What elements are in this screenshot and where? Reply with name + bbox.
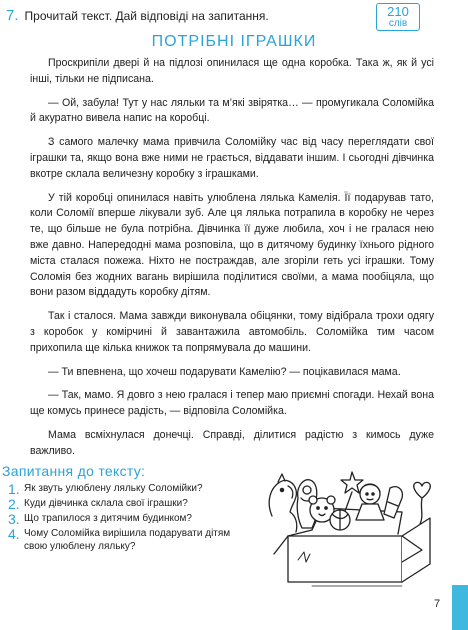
question-item bbox=[8, 512, 246, 526]
question-item bbox=[8, 527, 246, 553]
question-text: Куди дівчинка склала свої іграшки? bbox=[24, 498, 188, 509]
page-edge-strip bbox=[452, 585, 468, 630]
page-number: 7 bbox=[434, 598, 441, 610]
word-unit: слів bbox=[388, 18, 408, 29]
story-paragraph: Так і сталося. Мама завжди виконувала обіцянки, тому відібрала трохи одягу з коробок у комірчині й завантажила автомобіль. Соломійка тим часом прихопила ще кілька книжок та попрямувала до машини. bbox=[30, 310, 434, 354]
question-number: 3. bbox=[8, 511, 20, 527]
word-count: 210 bbox=[387, 4, 409, 19]
questions-heading: Запитання до тексту: bbox=[2, 463, 146, 479]
question-text: Чому Соломійка вирішила подарувати дітям свою улюблену ляльку? bbox=[24, 528, 231, 552]
question-text: Що трапилося з дитячим будинком? bbox=[24, 513, 192, 524]
task-header bbox=[6, 6, 366, 26]
task-number: 7. bbox=[6, 7, 19, 24]
story-paragraph: — Так, мамо. Я довго з нею гралася і тепер маю приємні спогади. Нехай вона ще комусь принесе радість, — відповіла Соломійка. bbox=[30, 389, 434, 418]
question-item bbox=[8, 482, 246, 496]
toy-box-illustration bbox=[252, 458, 450, 590]
question-number: 2. bbox=[8, 496, 20, 512]
questions-list bbox=[8, 482, 246, 554]
story-paragraph: — Ти впевнена, що хочеш подарувати Камелію? — поцікавилася мама. bbox=[48, 365, 401, 378]
task-instruction: Прочитай текст. Дай відповіді на запитання. bbox=[24, 9, 269, 23]
question-text: Як звуть улюблену ляльку Соломійки? bbox=[24, 483, 203, 494]
question-number: 1. bbox=[8, 481, 20, 497]
story-paragraph: — Ой, забула! Тут у нас ляльки та м’які звірятка… — промугикала Соломійка й акуратно вивела напис на коробці. bbox=[30, 96, 434, 125]
story-paragraph: Проскрипіли двері й на підлозі опинилася ще одна коробка. Така ж, як й усі інші, тільки не підписана. bbox=[30, 57, 434, 85]
question-item bbox=[8, 497, 246, 511]
word-count-badge bbox=[376, 3, 420, 31]
story-text bbox=[30, 56, 434, 468]
question-number: 4. bbox=[8, 526, 20, 542]
story-title: ПОТРІБНІ ІГРАШКИ bbox=[151, 33, 317, 50]
story-paragraph: У тій коробці опинилася навіть улюблена лялька Камелія. Її подарував тато, коли Соломії вперше лікували зуб. Але ця лялька потрапила в коробку не через те, що більше не була потрібна. Дівчинка її дуже любила, хоч і не гралася нею вже давно. Напередодні мама розповіла, що в дитячому будинку їхнього рідного міста сталася пожежа. Ніхто не постраждав, але згоріли геть усі іграшки. Тому Соломія без жодних вагань вирішила поділитися своїми, а мама пообіцяла, що вони разом віддадуть коробку дітям. bbox=[30, 191, 434, 299]
story-paragraph: Мама всміхнулася донечці. Справді, ділитися радістю з кимось дуже важливо. bbox=[30, 428, 434, 457]
story-paragraph: З самого малечку мама привчила Соломійку час від часу переглядати свої іграшки та, якщо вона вже ними не грається, віддавати іншим. І сьогодні дівчинка вкотре склала величезну коробку з іграшками. bbox=[30, 136, 434, 180]
